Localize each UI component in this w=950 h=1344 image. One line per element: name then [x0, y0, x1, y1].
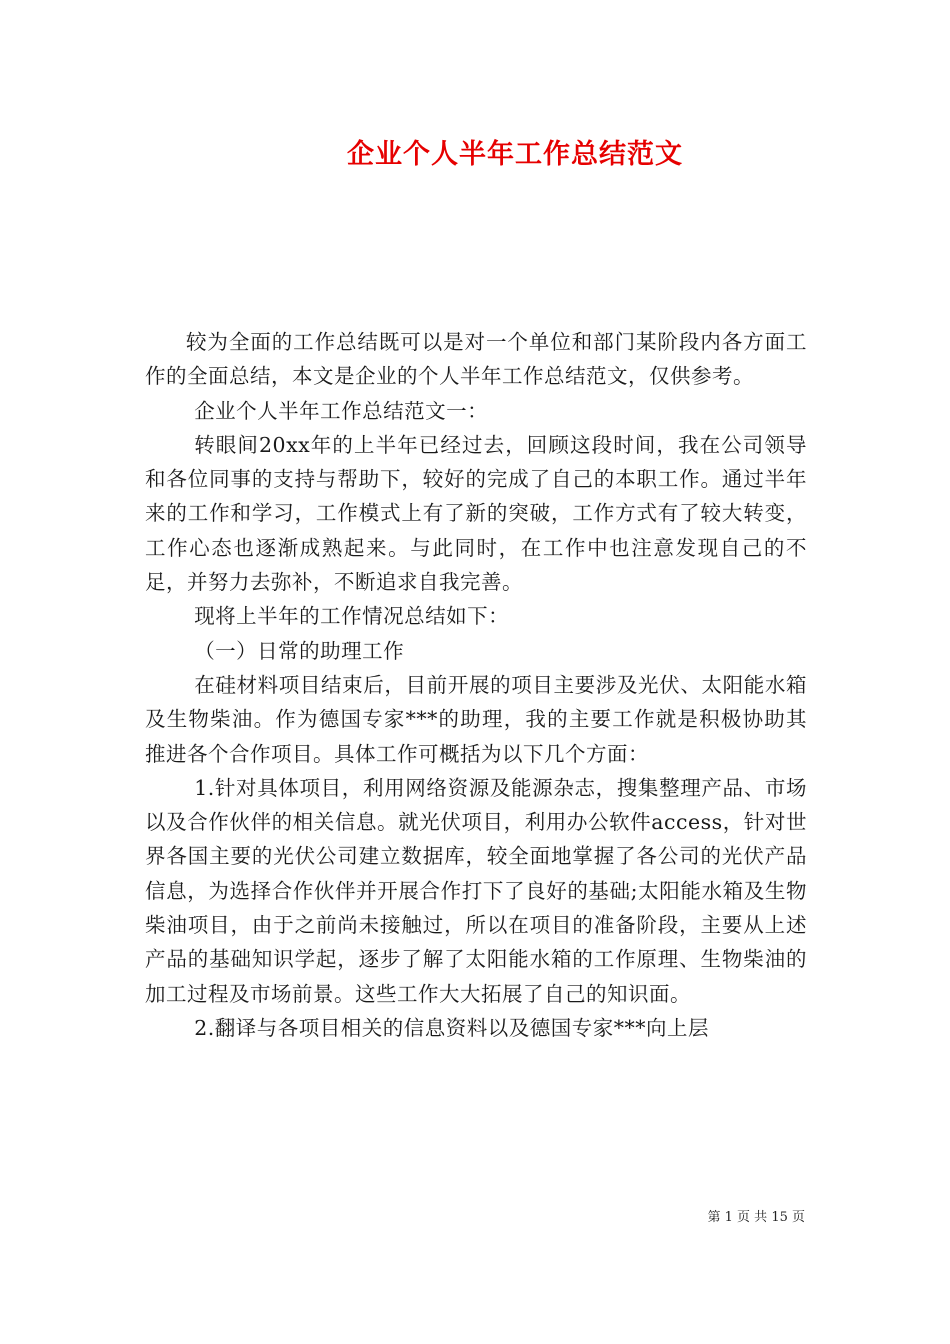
- body-paragraph: 在硅材料项目结束后，目前开展的项目主要涉及光伏、太阳能水箱及生物柴油。作为德国专家***的助理，我的主要工作就是积极协助其推进各个合作项目。具体工作可概括为以下几个方面：: [145, 672, 807, 766]
- intro-paragraph: 较为全面的工作总结既可以是对一个单位和部门某阶段内各方面工作的全面总结，本文是企业的个人半年工作总结范文，仅供参考。: [145, 330, 807, 389]
- document-title: 企业个人半年工作总结范文: [347, 139, 683, 170]
- section-heading: 企业个人半年工作总结范文一：: [194, 398, 489, 423]
- document-body: [145, 325, 807, 1045]
- body-paragraph: 现将上半年的工作情况总结如下：: [194, 604, 510, 629]
- body-paragraph: 转眼间20xx年的上半年已经过去，回顾这段时间，我在公司领导和各位同事的支持与帮助下，较好的完成了自己的本职工作。通过半年来的工作和学习，工作模式上有了新的突破，工作方式有了较大转变，工作心态也逐渐成熟起来。与此同时，在工作中也注意发现自己的不足，并努力去弥补，不断追求自我完善。: [145, 432, 807, 595]
- page-number: 第 1 页 共 15 页: [707, 1210, 805, 1225]
- list-item: 2.翻译与各项目相关的信息资料以及德国专家***向上层: [194, 1015, 709, 1040]
- subsection-heading: （一）日常的助理工作: [194, 638, 405, 663]
- list-item: 1.针对具体项目，利用网络资源及能源杂志，搜集整理产品、市场以及合作伙伴的相关信息。就光伏项目，利用办公软件access，针对世界各国主要的光伏公司建立数据库，较全面地掌握了各公司的光伏产品信息，为选择合作伙伴并开展合作打下了良好的基础;太阳能水箱及生物柴油项目，由于之前尚未接触过，所以在项目的准备阶段，主要从上述产品的基础知识学起，逐步了解了太阳能水箱的工作原理、生物柴油的加工过程及市场前景。这些工作大大拓展了自己的知识面。: [145, 775, 807, 1006]
